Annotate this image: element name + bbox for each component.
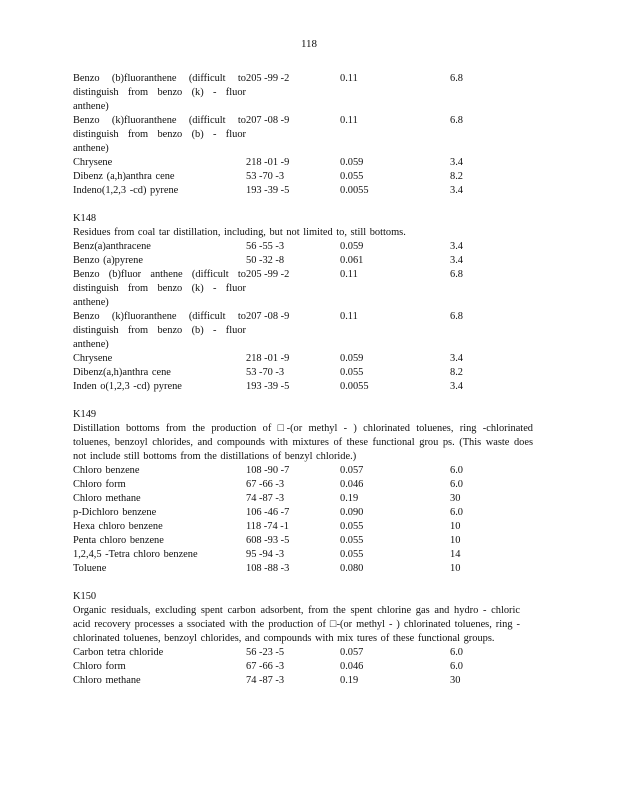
wastewater-concentration: 0.080 [340,563,364,574]
wastewater-concentration: 0.11 [340,115,358,126]
page-number: 118 [300,38,318,50]
nonwastewater-concentration: 3.4 [450,241,463,252]
table-row [73,660,543,674]
section-continuation [73,72,543,198]
cas-number: 205 -99 -2 [246,269,290,280]
waste-description: Distillation bottoms from the production of □-(or methyl - ) chlorinated toluenes, ring -chlorinated toluenes, benzoyl chlorides, and compounds with mixtures of these functional grou ps. (This waste does not include still bottoms from the distillations of benzyl chloride.) [73,423,533,462]
wastewater-concentration: 0.059 [340,157,364,168]
nonwastewater-concentration: 10 [450,535,461,546]
cas-number: 108 -88 -3 [246,563,290,574]
table-row [73,366,543,380]
wastewater-concentration: 0.055 [340,171,364,182]
wastewater-concentration: 0.0055 [340,381,369,392]
cas-number: 193 -39 -5 [246,381,290,392]
nonwastewater-concentration: 6.8 [450,115,463,126]
cas-number: 74 -87 -3 [246,675,285,686]
cas-number: 205 -99 -2 [246,73,290,84]
nonwastewater-concentration: 10 [450,563,461,574]
constituent-name: Penta chloro benzene [73,535,164,546]
nonwastewater-concentration: 6.0 [450,479,463,490]
constituent-name: Benzo (k)fluoranthene (difficult to distinguish from benzo (b) - fluor anthene) [73,115,246,154]
wastewater-concentration: 0.19 [340,493,359,504]
table-row [73,114,543,156]
constituent-name: Chloro form [73,479,126,490]
cas-number: 218 -01 -9 [246,353,290,364]
table-row [73,492,543,506]
nonwastewater-concentration: 14 [450,549,461,560]
constituent-name: Chrysene [73,157,113,168]
constituent-name: Benzo (k)fluoranthene (difficult to distinguish from benzo (b) - fluor anthene) [73,311,246,350]
table-row [73,534,543,548]
table-row [73,646,543,660]
constituent-name: Hexa chloro benzene [73,521,163,532]
wastewater-concentration: 0.061 [340,255,364,266]
wastewater-concentration: 0.11 [340,269,358,280]
constituent-name: Benz(a)anthracene [73,241,151,252]
constituent-name: Benzo (b)fluor anthene (difficult to distinguish from benzo (k) - fluor anthene) [73,269,246,308]
table-row [73,72,543,114]
cas-number: 67 -66 -3 [246,479,285,490]
cas-number: 53 -70 -3 [246,367,285,378]
wastewater-concentration: 0.046 [340,479,364,490]
cas-number: 207 -08 -9 [246,311,290,322]
constituent-name: Inden o(1,2,3 -cd) pyrene [73,381,182,392]
constituent-name: Toluene [73,563,107,574]
wastewater-concentration: 0.055 [340,367,364,378]
nonwastewater-concentration: 3.4 [450,185,463,196]
table-row [73,520,543,534]
table-row [73,674,543,688]
cas-number: 56 -23 -5 [246,647,285,658]
constituent-name: Indeno(1,2,3 -cd) pyrene [73,185,179,196]
nonwastewater-concentration: 6.8 [450,311,463,322]
nonwastewater-concentration: 30 [450,675,461,686]
constituent-name: Chloro methane [73,675,141,686]
cas-number: 118 -74 -1 [246,521,289,532]
waste-description: Organic residuals, excluding spent carbon adsorbent, from the spent chlorine gas and hydro - chloric acid recovery processes a ssociated with the production of □-(or methyl - ) chlorinated toluenes, ring -chlorinated toluenes, benzoyl chlorides, and compounds with mix tures of these functional groups. [73,605,520,644]
table-row [73,240,543,254]
cas-number: 193 -39 -5 [246,185,290,196]
table-row [73,184,543,198]
wastewater-concentration: 0.19 [340,675,359,686]
cas-number: 74 -87 -3 [246,493,285,504]
nonwastewater-concentration: 6.8 [450,269,463,280]
wastewater-concentration: 0.11 [340,73,358,84]
cas-number: 108 -90 -7 [246,465,290,476]
cas-number: 207 -08 -9 [246,115,290,126]
table-row [73,352,543,366]
cas-number: 67 -66 -3 [246,661,285,672]
section-k149 [73,408,543,576]
cas-number: 608 -93 -5 [246,535,290,546]
waste-code: K150 [73,591,97,602]
nonwastewater-concentration: 6.8 [450,73,463,84]
constituent-name: Chloro form [73,661,126,672]
constituent-name: Chloro benzene [73,465,140,476]
constituent-name: Benzo (b)fluoranthene (difficult to distinguish from benzo (k) - fluor anthene) [73,73,246,112]
nonwastewater-concentration: 30 [450,493,461,504]
table-row [73,548,543,562]
table-row [73,268,543,310]
constituent-name: Dibenz (a,h)anthra cene [73,171,175,182]
constituent-name: Benzo (a)pyrene [73,255,143,266]
table-row [73,464,543,478]
nonwastewater-concentration: 6.0 [450,647,463,658]
nonwastewater-concentration: 10 [450,521,461,532]
cas-number: 53 -70 -3 [246,171,285,182]
wastewater-concentration: 0.055 [340,535,364,546]
nonwastewater-concentration: 6.0 [450,507,463,518]
wastewater-concentration: 0.057 [340,465,364,476]
waste-description: Residues from coal tar distillation, including, but not limited to, still bottoms. [73,227,406,238]
table-row [73,380,543,394]
document-body [73,72,543,688]
cas-number: 95 -94 -3 [246,549,285,560]
nonwastewater-concentration: 3.4 [450,353,463,364]
cas-number: 218 -01 -9 [246,157,290,168]
wastewater-concentration: 0.057 [340,647,364,658]
table-row [73,506,543,520]
nonwastewater-concentration: 6.0 [450,661,463,672]
table-row [73,254,543,268]
nonwastewater-concentration: 8.2 [450,367,463,378]
nonwastewater-concentration: 3.4 [450,157,463,168]
waste-code: K148 [73,213,97,224]
section-k150 [73,590,543,688]
cas-number: 50 -32 -8 [246,255,285,266]
table-row [73,156,543,170]
constituent-name: 1,2,4,5 -Tetra chloro benzene [73,549,198,560]
table-row [73,478,543,492]
wastewater-concentration: 0.059 [340,241,364,252]
wastewater-concentration: 0.0055 [340,185,369,196]
cas-number: 56 -55 -3 [246,241,285,252]
table-row [73,562,543,576]
constituent-name: Carbon tetra chloride [73,647,164,658]
constituent-name: Chrysene [73,353,113,364]
nonwastewater-concentration: 6.0 [450,465,463,476]
constituent-name: Dibenz(a,h)anthra cene [73,367,171,378]
wastewater-concentration: 0.090 [340,507,364,518]
wastewater-concentration: 0.055 [340,549,364,560]
constituent-name: p-Dichloro benzene [73,507,157,518]
wastewater-concentration: 0.11 [340,311,358,322]
waste-code: K149 [73,409,97,420]
nonwastewater-concentration: 3.4 [450,381,463,392]
wastewater-concentration: 0.055 [340,521,364,532]
section-k148 [73,212,543,394]
table-row [73,310,543,352]
constituent-name: Chloro methane [73,493,141,504]
table-row [73,170,543,184]
cas-number: 106 -46 -7 [246,507,290,518]
wastewater-concentration: 0.059 [340,353,364,364]
nonwastewater-concentration: 8.2 [450,171,463,182]
nonwastewater-concentration: 3.4 [450,255,463,266]
wastewater-concentration: 0.046 [340,661,364,672]
